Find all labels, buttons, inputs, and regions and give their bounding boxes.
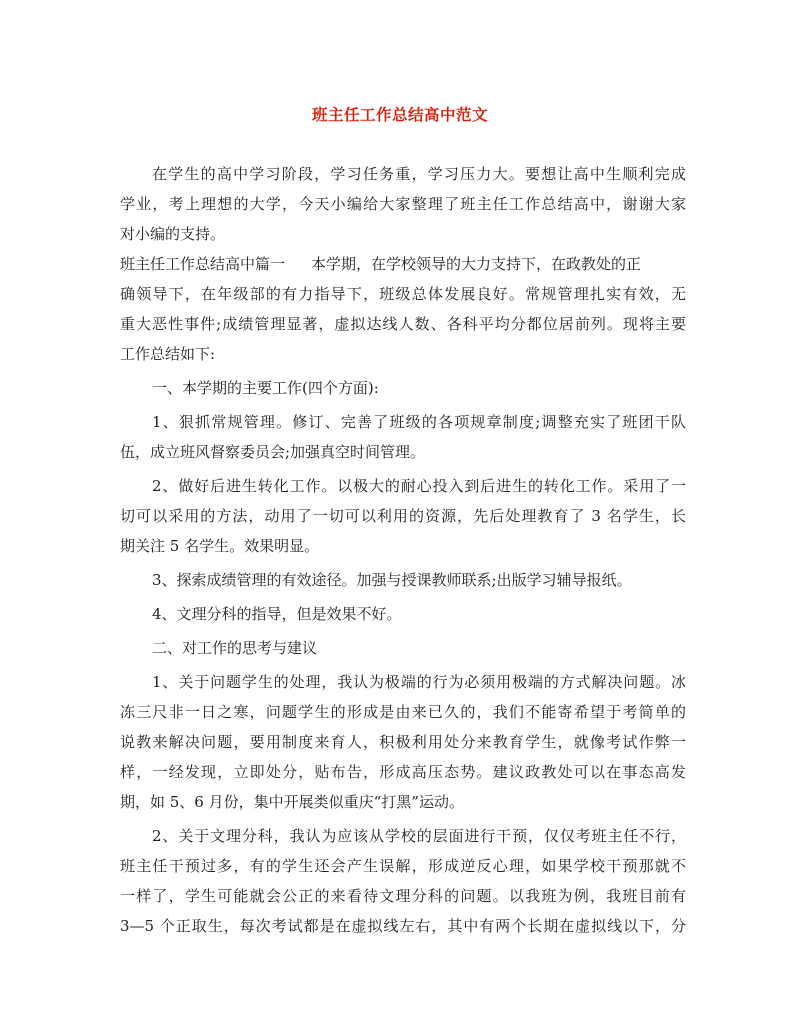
paragraph-line: 班主任干预过多，有的学生还会产生误解，形成逆反心理，如果学校干预那就不 — [120, 857, 686, 875]
paragraph-line: 期，如 5、6 月份，集中开展类似重庆“打黑”运动。 — [120, 793, 464, 811]
paragraph-line: 4、文理分科的指导，但是效果不好。 — [152, 605, 402, 623]
document-body — [120, 159, 686, 941]
paragraph-line: 1、关于问题学生的处理，我认为极端的行为必须用极端的方式解决问题。冰 — [152, 673, 686, 691]
paragraph-line: 2、做好后进生转化工作。以极大的耐心投入到后进生的转化工作。采用了一 — [152, 477, 686, 495]
paragraph-line: 学业，考上理想的大学，今天小编给大家整理了班主任工作总结高中，谢谢大家 — [120, 195, 686, 213]
section-heading: 一、本学期的主要工作(四个方面): — [152, 379, 379, 397]
section-heading-line — [120, 249, 686, 279]
paragraph-line: 说教来解决问题，要用制度来育人，积极利用处分来教育学生，就像考试作弊一 — [120, 733, 686, 751]
paragraph-line: 冻三尺非一日之寒，问题学生的形成是由来已久的，我们不能寄希望于考简单的 — [120, 703, 686, 721]
paragraph-line: 期关注 5 名学生。效果明显。 — [120, 537, 320, 555]
paragraph-line: 伍，成立班风督察委员会;加强真空时间管理。 — [120, 443, 426, 461]
paragraph-line: 3—5 个正取生，每次考试都是在虚拟线左右，其中有两个长期在虚拟线以下，分 — [120, 917, 686, 935]
section-heading: 班主任工作总结高中篇一 — [120, 255, 286, 273]
paragraph-line: 工作总结如下: — [120, 345, 216, 363]
paragraph-line: 在学生的高中学习阶段，学习任务重，学习压力大。要想让高中生顺利完成 — [152, 165, 686, 183]
document-title: 班主任工作总结高中范文 — [311, 105, 488, 124]
paragraph-line: 样，一经发现，立即处分，贴布告，形成高压态势。建议政教处可以在事态高发 — [120, 763, 686, 781]
paragraph-line: 1、狠抓常规管理。修订、完善了班级的各项规章制度;调整充实了班团干队 — [152, 413, 686, 431]
paragraph-line: 2、关于文理分科，我认为应该从学校的层面进行干预，仅仅考班主任不行， — [152, 827, 686, 845]
section-heading: 二、对工作的思考与建议 — [152, 639, 318, 657]
paragraph-text: 本学期，在学校领导的大力支持下，在政教处的正 — [311, 255, 642, 273]
paragraph-line: 确领导下，在年级部的有力指导下，班级总体发展良好。常规管理扎实有效，无 — [120, 285, 686, 303]
paragraph-line: 重大恶性事件;成绩管理显著，虚拟达线人数、各科平均分都位居前列。现将主要 — [120, 315, 686, 333]
paragraph-line: 切可以采用的方法，动用了一切可以利用的资源，先后处理教育了 3 名学生，长 — [120, 507, 686, 525]
paragraph-line: 一样了，学生可能就会公正的来看待文理分科的问题。以我班为例，我班目前有 — [120, 887, 686, 905]
paragraph-line: 3、探索成绩管理的有效途径。加强与授课教师联系;出版学习辅导报纸。 — [152, 571, 632, 589]
paragraph-line: 对小编的支持。 — [120, 225, 226, 243]
